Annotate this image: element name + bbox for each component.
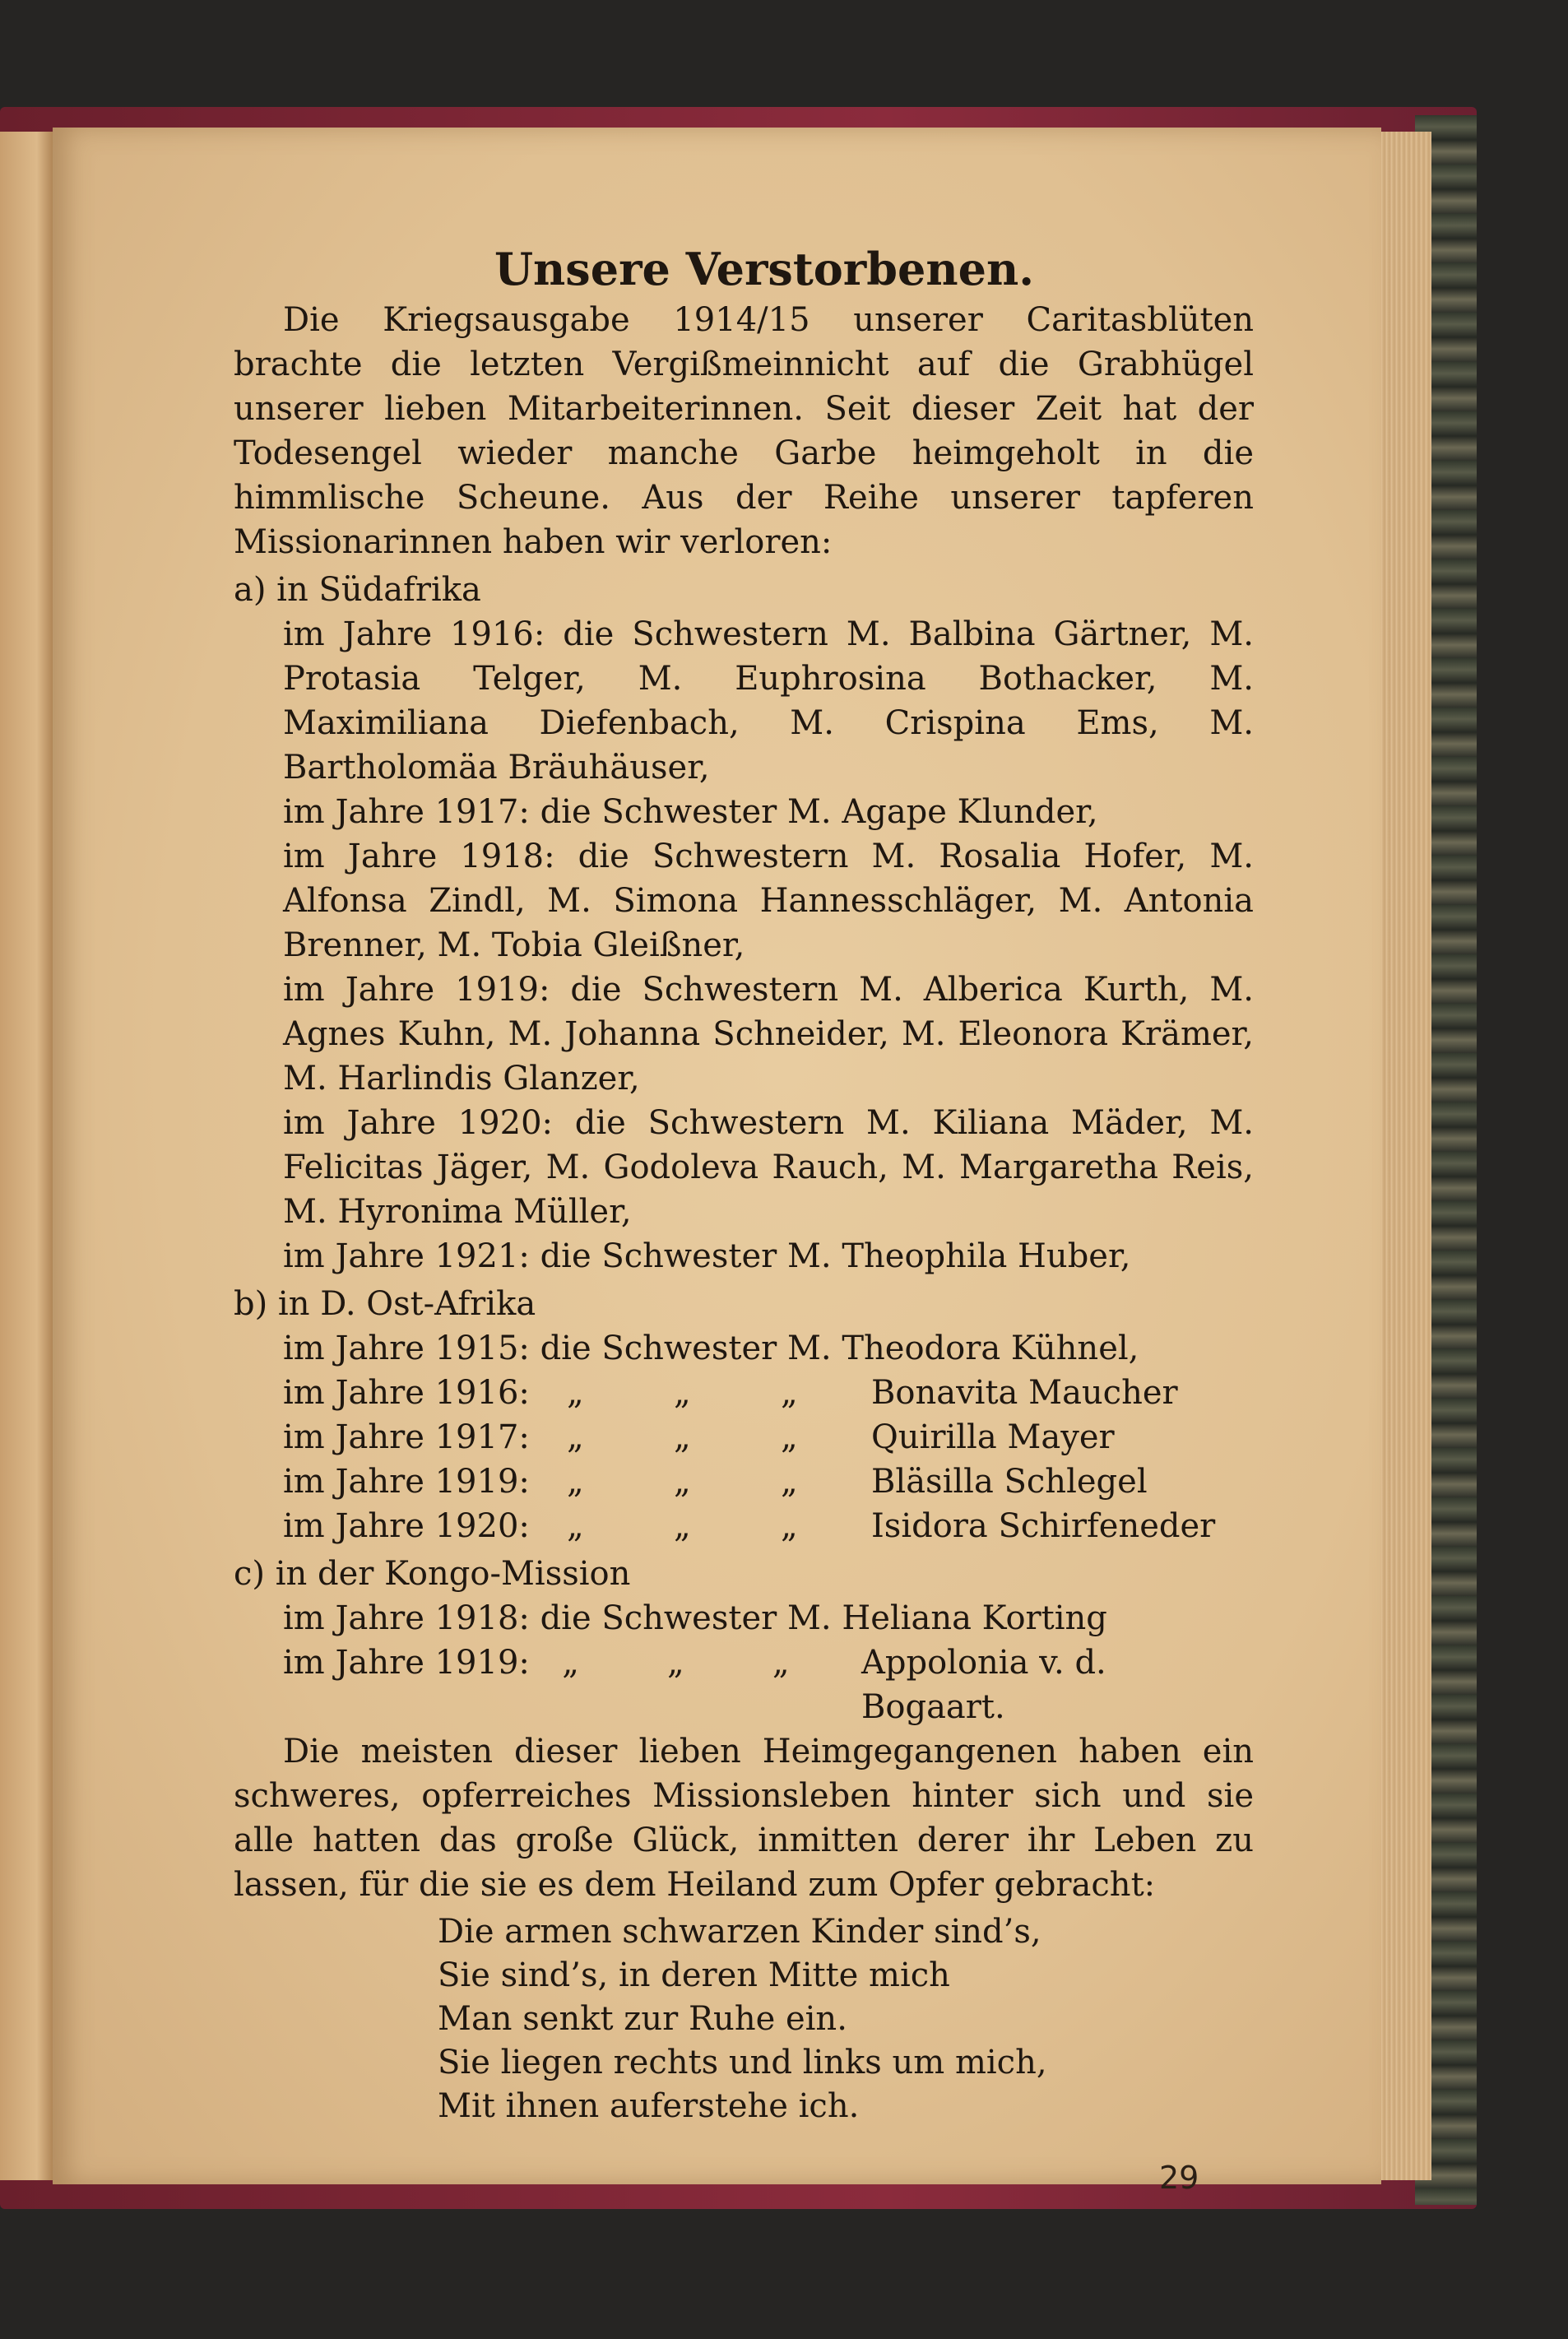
row-year: im Jahre 1916:	[283, 1374, 530, 1412]
ditto-mark: „	[772, 1644, 790, 1682]
entry-row	[234, 1371, 1254, 1415]
entry-row	[234, 1415, 1254, 1460]
ditto-mark: „	[781, 1418, 798, 1456]
entry-row	[234, 1641, 1254, 1729]
entry-a-1919: im Jahre 1919: die Schwestern M. Alberica Kurth, M. Agnes Kuhn, M. Johanna Schneider, M. Eleonora Krämer, M. Harlindis Glanzer,	[283, 971, 1254, 1098]
entry-a-1921: im Jahre 1921: die Schwester M. Theophila Huber,	[283, 1237, 1131, 1275]
intro-paragraph: Die Kriegsausgabe 1914/15 unserer Caritasblüten brachte die letzten Vergißmeinnicht auf die Grabhügel unserer lieben Mitarbeiterinnen. Seit dieser Zeit hat der Todesengel wieder manche Garbe heimgeholt in die himmlische Scheune. Aus der Reihe unserer tapferen Missionarinnen haben wir verloren:	[234, 301, 1254, 561]
entry-a-1916: im Jahre 1916: die Schwestern M. Balbina Gärtner, M. Protasia Telger, M. Euphrosina Bothacker, M. Maximiliana Diefenbach, M. Crispina Ems, M. Bartholomäa Bräuhäuser,	[283, 615, 1254, 787]
ditto-mark: „	[674, 1418, 691, 1456]
entry-c-1918: im Jahre 1918: die Schwester M. Heliana Korting	[283, 1599, 1107, 1637]
section-b-heading: b) in D. Ost-Afrika	[234, 1285, 536, 1323]
ditto-mark: „	[674, 1463, 691, 1501]
entry-a-1917: im Jahre 1917: die Schwester M. Agape Klunder,	[283, 793, 1098, 831]
section-a-heading: a) in Südafrika	[234, 571, 481, 609]
entry-b-1915: im Jahre 1915: die Schwester M. Theodora Kühnel,	[283, 1330, 1139, 1367]
row-year: im Jahre 1920:	[283, 1507, 530, 1545]
page-title: Unsere Verstorbenen.	[494, 243, 1035, 295]
ditto-mark: „	[781, 1374, 798, 1412]
entry-row	[234, 1504, 1254, 1548]
book-page	[53, 128, 1381, 2196]
ditto-mark: „	[562, 1644, 579, 1682]
ditto-mark: „	[567, 1507, 584, 1545]
section-c-heading: c) in der Kongo-Mission	[234, 1555, 631, 1593]
row-name: Isidora Schirfeneder	[871, 1507, 1216, 1545]
ditto-mark: „	[567, 1418, 584, 1456]
poem-line: Man senkt zur Ruhe ein.	[438, 2000, 847, 2038]
row-name: Appolonia v. d. Bogaart.	[861, 1644, 1106, 1726]
ditto-mark: „	[781, 1463, 798, 1501]
poem-line: Sie sind’s, in deren Mitte mich	[438, 1956, 950, 1994]
row-year: im Jahre 1919:	[283, 1644, 530, 1682]
page-content	[234, 243, 1254, 2128]
page-number: 29	[1159, 2160, 1199, 2196]
ditto-mark: „	[567, 1374, 584, 1412]
poem-line: Mit ihnen auferstehe ich.	[438, 2087, 860, 2125]
ditto-mark: „	[667, 1644, 684, 1682]
row-name: Bonavita Maucher	[871, 1374, 1178, 1412]
row-name: Quirilla Mayer	[871, 1418, 1115, 1456]
ditto-mark: „	[674, 1507, 691, 1545]
poem-line: Die armen schwarzen Kinder sind’s,	[438, 1913, 1041, 1951]
entry-row	[234, 1460, 1254, 1504]
row-year: im Jahre 1919:	[283, 1463, 530, 1501]
row-name: Bläsilla Schlegel	[871, 1463, 1148, 1501]
entry-a-1918: im Jahre 1918: die Schwestern M. Rosalia Hofer, M. Alfonsa Zindl, M. Simona Hannesschläger, M. Antonia Brenner, M. Tobia Gleißner,	[283, 838, 1254, 964]
entry-a-1920: im Jahre 1920: die Schwestern M. Kiliana Mäder, M. Felicitas Jäger, M. Godoleva Rauch, M. Margaretha Reis, M. Hyronima Müller,	[283, 1104, 1254, 1231]
poem	[234, 1910, 1254, 2128]
ditto-mark: „	[674, 1374, 691, 1412]
left-page-edge	[0, 132, 53, 2180]
poem-line: Sie liegen rechts und links um mich,	[438, 2044, 1047, 2081]
closing-paragraph: Die meisten dieser lieben Heimgegangenen haben ein schweres, opferreiches Missionsleben hinter sich und sie alle hatten das große Glück, inmitten derer ihr Leben zu lassen, für die sie es dem Heiland zum Opfer gebracht:	[234, 1733, 1254, 1904]
ditto-mark: „	[781, 1507, 798, 1545]
ditto-mark: „	[567, 1463, 584, 1501]
row-year: im Jahre 1917:	[283, 1418, 530, 1456]
